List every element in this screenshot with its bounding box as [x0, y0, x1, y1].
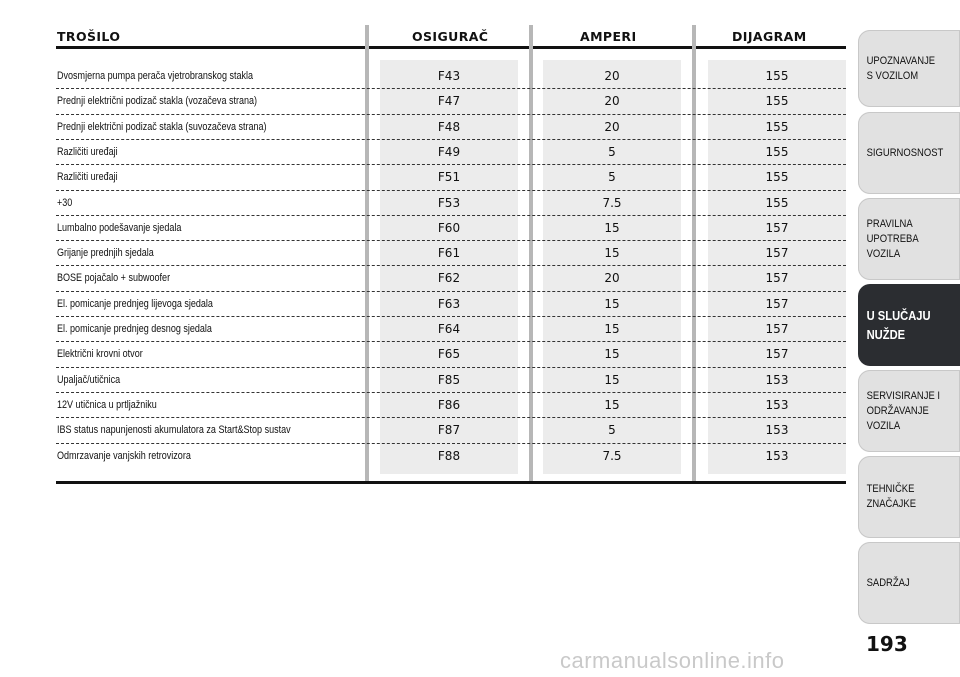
page-number: 193: [866, 632, 908, 656]
table-row-consumer: [57, 393, 337, 418]
table-cell-amperes: 15: [604, 296, 620, 311]
table-cell-amperes: 5: [608, 144, 616, 159]
table-cell-fuse: F85: [437, 372, 461, 387]
table-row-consumer: [57, 444, 337, 469]
table-cell-fuse: F65: [437, 347, 461, 362]
column-divider: [365, 25, 369, 483]
header-amperes: AMPERI: [580, 29, 637, 44]
table-cell-fuse: F53: [437, 195, 461, 210]
table-top-rule: [56, 46, 846, 49]
chapter-tab-label: U SLUČAJU NUŽDE: [866, 308, 931, 342]
table-cell-fuse: F61: [437, 246, 461, 261]
table-cell-diagram: 153: [765, 448, 789, 463]
table-row-consumer: [57, 418, 337, 443]
consumer-label: 12V utičnica u prtljažniku: [57, 398, 157, 411]
table-cell-amperes: 20: [604, 94, 620, 109]
table-row-consumer: [57, 89, 337, 114]
table-cell-diagram: 155: [765, 69, 789, 83]
table-cell-fuse: F60: [437, 220, 461, 235]
table-cell-fuse: F47: [437, 94, 461, 109]
table-cell-diagram: 153: [765, 372, 789, 387]
chapter-tab-4[interactable]: [858, 284, 960, 366]
table-cell-fuse: F62: [437, 271, 461, 286]
chapter-tab-3[interactable]: [858, 198, 960, 280]
table-cell-amperes: 20: [604, 119, 620, 134]
chapter-tab-label: TEHNIČKE ZNAČAJKE: [866, 483, 917, 510]
header-fuse: OSIGURAČ: [412, 29, 489, 44]
table-cell-diagram: 155: [765, 195, 789, 210]
table-cell-fuse: F86: [437, 397, 461, 412]
table-cell-diagram: 155: [765, 170, 789, 185]
watermark: carmanualsonline.info: [560, 648, 785, 673]
consumer-label: BOSE pojačalo + subwoofer: [57, 272, 171, 285]
table-cell-fuse: F63: [437, 296, 461, 311]
consumer-label: Različiti uređaji: [57, 171, 118, 184]
column-divider: [529, 25, 533, 483]
table-row-consumer: [57, 292, 337, 317]
table-row-consumer: [57, 115, 337, 140]
table-cell-amperes: 15: [604, 397, 620, 412]
chapter-tab-label: SADRŽAJ: [866, 576, 910, 589]
consumer-label: IBS status napunjenosti akumulatora za Start&Stop sustav: [57, 424, 291, 437]
table-cell-amperes: 15: [604, 220, 620, 235]
table-cell-diagram: 157: [765, 322, 789, 336]
consumer-label: Električni krovni otvor: [57, 348, 143, 361]
table-cell-fuse: F48: [437, 119, 461, 134]
table-cell-diagram: 155: [765, 94, 789, 109]
consumer-label: Prednji električni podizač stakla (suvozačeva strana): [57, 120, 267, 133]
table-cell-amperes: 15: [604, 347, 620, 362]
consumer-label: Grijanje prednjih sjedala: [57, 247, 154, 260]
chapter-tab-label: SERVISIRANJE I ODRŽAVANJE VOZILA: [866, 389, 941, 432]
table-cell-diagram: 157: [765, 296, 789, 311]
table-cell-amperes: 15: [604, 246, 620, 261]
chapter-tab-1[interactable]: [858, 30, 960, 107]
table-cell-amperes: 5: [608, 170, 616, 185]
table-cell-amperes: 15: [604, 372, 620, 387]
table-cell-amperes: 7.5: [602, 195, 622, 210]
table-cell-fuse: F87: [437, 423, 461, 438]
chapter-tab-2[interactable]: [858, 112, 960, 194]
chapter-tab-6[interactable]: [858, 456, 960, 538]
table-cell-fuse: F51: [437, 170, 461, 185]
table-cell-fuse: F49: [437, 144, 461, 159]
chapter-tab-7[interactable]: [858, 542, 960, 624]
table-cell-diagram: 157: [765, 271, 789, 286]
table-cell-diagram: 155: [765, 119, 789, 134]
table-cell-diagram: 153: [765, 397, 789, 412]
table-cell-amperes: 15: [604, 322, 620, 336]
table-cell-diagram: 153: [765, 423, 789, 438]
table-row-consumer: [57, 317, 337, 342]
consumer-label: Različiti uređaji: [57, 145, 118, 158]
chapter-tab-5[interactable]: [858, 370, 960, 452]
table-cell-fuse: F88: [437, 448, 461, 463]
table-bottom-rule: [56, 481, 846, 484]
table-cell-amperes: 5: [608, 423, 616, 438]
table-row-consumer: [57, 342, 337, 367]
table-row-consumer: [57, 368, 337, 393]
table-cell-diagram: 157: [765, 347, 789, 362]
table-cell-amperes: 20: [604, 69, 620, 83]
table-row-consumer: [57, 64, 337, 89]
table-cell-amperes: 20: [604, 271, 620, 286]
table-cell-fuse: F43: [437, 69, 461, 83]
chapter-tab-label: UPOZNAVANJE S VOZILOM: [866, 54, 936, 82]
consumer-label: El. pomicanje prednjeg desnog sjedala: [57, 323, 212, 335]
consumer-label: Upaljač/utičnica: [57, 373, 121, 386]
consumer-label: Odmrzavanje vanjskih retrovizora: [57, 449, 191, 462]
table-cell-fuse: F64: [437, 322, 461, 336]
column-divider: [692, 25, 696, 483]
chapter-tab-label: PRAVILNA UPOTREBA VOZILA: [866, 217, 919, 260]
table-row-consumer: [57, 241, 337, 266]
table-row-consumer: [57, 266, 337, 291]
table-row-consumer: [57, 216, 337, 241]
consumer-label: El. pomicanje prednjeg lijevoga sjedala: [57, 297, 213, 310]
header-diagram: DIJAGRAM: [732, 29, 807, 44]
table-cell-diagram: 155: [765, 144, 789, 159]
chapter-tab-label: SIGURNOSNOST: [866, 146, 944, 159]
table-row-consumer: [57, 140, 337, 165]
table-row-consumer: [57, 165, 337, 190]
table-cell-amperes: 7.5: [602, 448, 622, 463]
header-consumer: TROŠILO: [57, 29, 121, 44]
consumer-label: Dvosmjerna pumpa perača vjetrobranskog stakla: [57, 70, 254, 82]
consumer-label: +30: [57, 196, 73, 209]
table-cell-diagram: 157: [765, 220, 789, 235]
consumer-label: Lumbalno podešavanje sjedala: [57, 221, 182, 234]
table-row-consumer: [57, 191, 337, 216]
consumer-label: Prednji električni podizač stakla (vozačeva strana): [57, 95, 258, 108]
table-cell-diagram: 157: [765, 246, 789, 261]
